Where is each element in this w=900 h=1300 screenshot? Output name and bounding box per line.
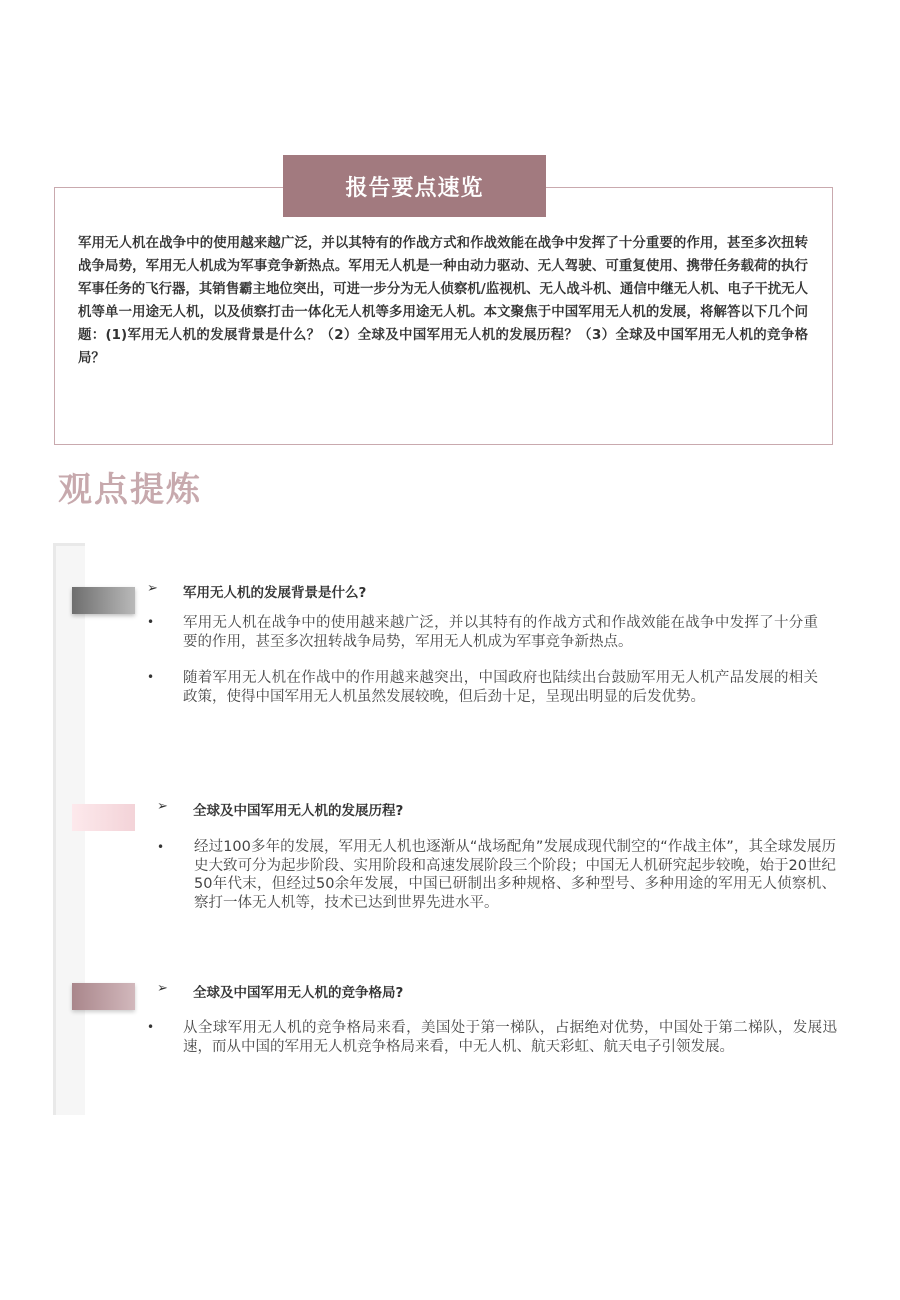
arrow-bullet-icon: ➢ (157, 799, 168, 814)
bullet-dot-icon: • (147, 1020, 155, 1034)
timeline-marker-1 (72, 587, 135, 614)
question-title-1: 军用无人机的发展背景是什么? (183, 585, 367, 601)
arrow-bullet-icon: ➢ (157, 981, 168, 996)
bullet-dot-icon: • (157, 840, 165, 854)
question-title-2: 全球及中国军用无人机的发展历程? (193, 803, 404, 819)
item-1-bullet-2: 随着军用无人机在作战中的作用越来越突出，中国政府也陆续出台鼓励军用无人机产品发展的相关政策，使得中国军用无人机虽然发展较晚，但后劲十足，呈现出明显的后发优势。 (183, 670, 818, 705)
item-2-bullet-1: 经过100多年的发展，军用无人机也逐渐从“战场配角”发展成现代制空的“作战主体”，其全球发展历史大致可分为起步阶段、实用阶段和高速发展阶段三个阶段；中国无人机研究起步较晚，始于20世纪50年代末，但经过50余年发展，中国已研制出多种规格、多种型号、多种用途的军用无人侦察机、察打一体无人机等，技术已达到世界先进水平。 (194, 839, 836, 911)
arrow-bullet-icon: ➢ (147, 581, 158, 596)
section-heading: 观点提炼 (58, 470, 202, 510)
bullet-dot-icon: • (147, 670, 155, 684)
item-1-bullet-1: 军用无人机在战争中的使用越来越广泛，并以其特有的作战方式和作战效能在战争中发挥了十分重要的作用，甚至多次扭转战争局势，军用无人机成为军事竞争新热点。 (183, 615, 818, 650)
summary-paragraph: 军用无人机在战争中的使用越来越广泛，并以其特有的作战方式和作战效能在战争中发挥了十分重要的作用，甚至多次扭转战争局势，军用无人机成为军事竞争新热点。军用无人机是一种由动力驱动、无人驾驶、可重复使用、携带任务载荷的执行军事任务的飞行器，其销售霸主地位突出，可进一步分为无人侦察机/监视机、无人战斗机、通信中继无人机、电子干扰无人机等单一用途无人机，以及侦察打击一体化无人机等多用途无人机。本文聚焦于中国军用无人机的发展，将解答以下几个问题：(1)军用无人机的发展背景是什么？（2）全球及中国军用无人机的发展历程？（3）全球及中国军用无人机的竞争格局？ (78, 236, 808, 366)
timeline-marker-2 (72, 804, 135, 831)
item-3-bullet-1: 从全球军用无人机的竞争格局来看，美国处于第一梯队，占据绝对优势，中国处于第二梯队，发展迅速，而从中国的军用无人机竞争格局来看，中无人机、航天彩虹、航天电子引领发展。 (183, 1020, 837, 1055)
summary-title: 报告要点速览 (283, 155, 546, 217)
question-title-3: 全球及中国军用无人机的竞争格局? (193, 985, 404, 1001)
timeline-marker-3 (72, 983, 135, 1010)
bullet-dot-icon: • (147, 615, 155, 629)
